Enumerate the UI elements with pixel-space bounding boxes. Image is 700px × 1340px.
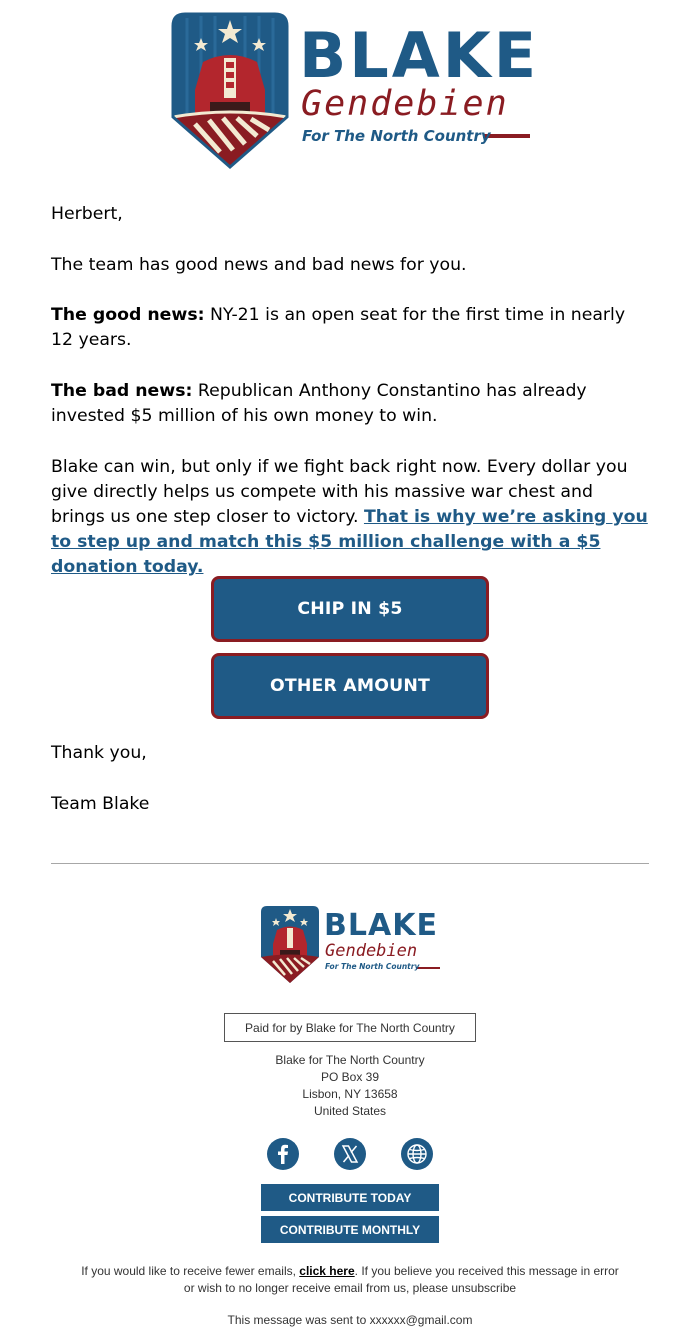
logo-name-line1: BLAKE [299, 19, 540, 92]
paid-for-disclaimer: Paid for by Blake for The North Country [224, 1013, 476, 1042]
appeal-text: Blake can win, but only if we fight back right now. Every dollar you give directly helps us compete with his massive war chest and brings us one step closer to victory. [51, 457, 628, 527]
other-amount-button[interactable]: OTHER AMOUNT [211, 653, 489, 719]
website-link[interactable] [401, 1138, 433, 1170]
contribute-monthly-button[interactable]: CONTRIBUTE MONTHLY [261, 1216, 439, 1243]
address-line: PO Box 39 [320, 1070, 380, 1084]
sent-to-notice: This message was sent to xxxxxx@gmail.com [227, 1313, 473, 1327]
click-here-link[interactable]: click here [299, 1264, 355, 1278]
x-icon [334, 1138, 366, 1170]
appeal-link[interactable]: That is why we’re asking you to step up and match this $5 million challenge with a $5 donation today. [51, 507, 648, 577]
address-line: Blake for The North Country [275, 1053, 425, 1067]
bad-news-paragraph [51, 379, 651, 429]
signoff: Thank you, [51, 743, 147, 763]
chip-in-button[interactable]: CHIP IN $5 [211, 576, 489, 642]
unsubscribe-notice [80, 1263, 620, 1297]
good-news-label: The good news: [51, 305, 205, 325]
bad-news-text: Republican Anthony Constantino has already invested $5 million of his own money to win. [51, 381, 587, 426]
footer-logo [258, 905, 444, 985]
facebook-icon [267, 1138, 299, 1170]
campaign-logo [165, 12, 540, 172]
x-link[interactable] [334, 1138, 366, 1170]
appeal-paragraph [51, 455, 651, 580]
facebook-link[interactable] [267, 1138, 299, 1170]
bad-news-label: The bad news: [51, 381, 193, 401]
intro-text: The team has good news and bad news for you. [51, 255, 467, 275]
footer-logo-name-line1: BLAKE [324, 908, 438, 943]
good-news-text: NY-21 is an open seat for the first time in nearly 12 years. [51, 305, 626, 350]
good-news-paragraph [51, 303, 651, 353]
signature: Team Blake [51, 794, 150, 814]
footer-logo-tagline: For The North Country [325, 962, 420, 971]
fewer-emails-prefix: If you would like to receive fewer emails, [81, 1264, 300, 1278]
logo-name-line2: Gendebien [301, 84, 509, 124]
contribute-today-button[interactable]: CONTRIBUTE TODAY [261, 1184, 439, 1211]
address-line: United States [313, 1104, 387, 1118]
greeting: Herbert, [51, 204, 123, 224]
footer-divider [51, 863, 649, 864]
mailing-address [200, 1052, 500, 1120]
footer-logo-name-line2: Gendebien [325, 941, 418, 961]
logo-tagline: For The North Country [302, 127, 491, 145]
fewer-emails-suffix: . If you believe you received this message in error or wish to no longer receive email from us, please unsubscribe [183, 1264, 619, 1295]
globe-icon [401, 1138, 433, 1170]
address-line: Lisbon, NY 13658 [302, 1087, 398, 1101]
